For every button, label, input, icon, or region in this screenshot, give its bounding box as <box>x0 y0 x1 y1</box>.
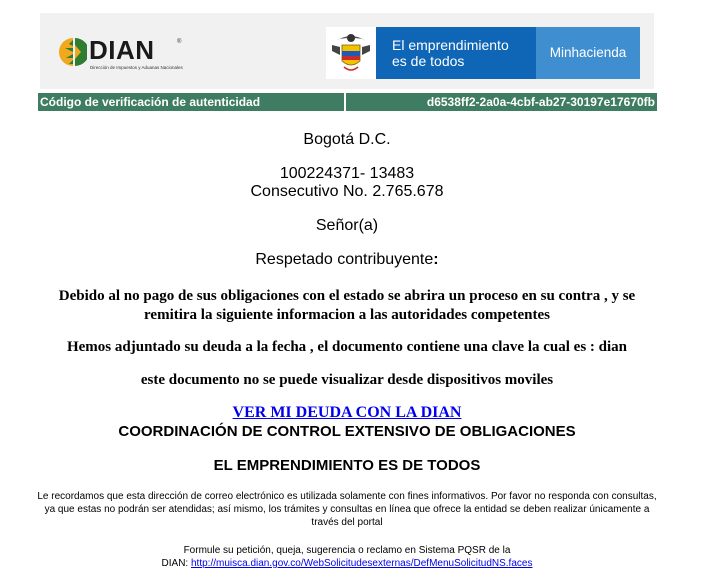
verification-bar <box>38 93 657 111</box>
header-banner <box>40 13 654 89</box>
government-banner <box>326 27 640 79</box>
greeting-text: Respetado contribuyente <box>255 251 434 268</box>
pqsr-line1: Formule su petición, queja, sugerencia o reclamo en Sistema PQSR de la <box>183 545 511 556</box>
verification-code: d6538ff2-2a0a-4cbf-ab27-30197e17670fb <box>346 93 657 111</box>
verification-label: Código de verificación de autenticidad <box>38 93 344 111</box>
dian-sun-icon <box>59 36 87 68</box>
dian-logo-text: DIAN <box>89 35 155 65</box>
footer-notice <box>0 490 694 529</box>
pqsr-url-link[interactable]: http://muisca.dian.gov.co/WebSolicitudesexternas/DefMenuSolicitudNS.faces <box>190 558 533 569</box>
footer-notice-line2: ya que estas no podrán ser atendidas; así mismo, los trámites y consultas en línea que ofrece la entidad se deben realizar únicamente a <box>44 504 650 515</box>
registered-mark: ® <box>177 39 182 45</box>
colombia-coat-of-arms <box>326 27 376 79</box>
gov-slogan-block <box>376 27 536 79</box>
ministry-block <box>536 27 640 79</box>
footer-pqsr <box>0 544 694 570</box>
ministry-name: Minhacienda <box>549 45 627 60</box>
pqsr-line2 <box>0 557 694 570</box>
view-debt-link[interactable]: VER MI DEUDA CON LA DIAN <box>232 404 462 421</box>
paragraph-warning <box>0 287 694 325</box>
salutation: Señor(a) <box>315 217 379 234</box>
gov-slogan-line1: El emprendimiento <box>392 37 509 53</box>
paragraph-mobile-notice: este documento no se puede visualizar desde dispositivos moviles <box>140 372 554 388</box>
dian-logo-subtitle: Dirección de Impuestos y Aduanas Nacionales <box>90 65 183 70</box>
debt-link-wrapper <box>0 404 694 422</box>
reference-number: 100224371- 13483 <box>279 165 415 182</box>
paragraph-warning-line1: Debido al no pago de sus obligaciones con el estado se abrira un proceso en su contra , y se <box>58 288 636 304</box>
greeting-colon: : <box>433 251 439 268</box>
paragraph-warning-line2: remitira la siguiente informacion a las autoridades competentes <box>144 307 550 323</box>
gov-slogan-line2: es de todos <box>392 53 465 69</box>
greeting <box>0 251 694 269</box>
consecutive-number: Consecutivo No. 2.765.678 <box>250 183 444 200</box>
city: Bogotá D.C. <box>303 131 391 148</box>
coordination-title: COORDINACIÓN DE CONTROL EXTENSIVO DE OBLIGACIONES <box>118 423 576 440</box>
paragraph-attachment: Hemos adjuntado su deuda a la fecha , el documento contiene una clave la cual es : dian <box>66 339 628 355</box>
coat-of-arms-icon <box>326 27 376 79</box>
pqsr-prefix: DIAN: <box>161 558 191 569</box>
dian-logo <box>59 35 183 71</box>
slogan-title: EL EMPRENDIMIENTO ES DE TODOS <box>213 457 481 474</box>
footer-notice-line1: Le recordamos que esta dirección de correo electrónico es utilizada solamente con fines informativos. Por favor no responda con consultas, <box>37 491 657 502</box>
footer-notice-line3: través del portal <box>311 517 383 528</box>
